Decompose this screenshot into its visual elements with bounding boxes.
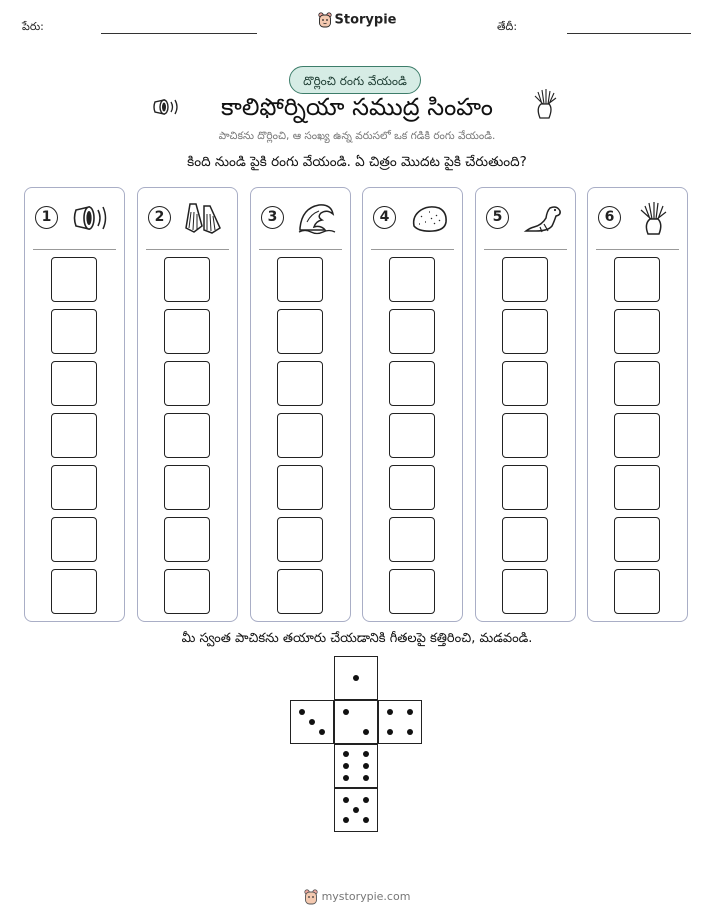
cut-instruction: మీ స్వంత పాచికను తయారు చేయడానికి గీతలపై కత్తిరించి, మడవండి. (181, 631, 533, 646)
die-pip (363, 775, 369, 781)
subtitle: పాచికను దొర్లించి, ఆ సంఖ్య ఉన్న వరుసలో ఒక గడికి రంగు వేయండి. (218, 130, 496, 142)
page-title: కాలిఫోర్నియా సముద్ర సింహం (221, 93, 493, 121)
die-face-6 (334, 744, 378, 788)
instruction: కింది నుండి పైకి రంగు వేయండి. ఏ చిత్రం మొదట పైకి చేరుతుంది? (187, 154, 527, 170)
die-pip (387, 709, 393, 715)
die-pip (353, 807, 359, 813)
die-pip (343, 763, 349, 769)
column-number: 6 (598, 206, 621, 229)
die-pip (363, 817, 369, 823)
die-pip (343, 797, 349, 803)
die-face-3 (290, 700, 334, 744)
die-pip (343, 709, 349, 715)
die-pip (343, 751, 349, 757)
die-pip (363, 797, 369, 803)
die-face-1 (334, 656, 378, 700)
die-pip (299, 709, 305, 715)
die-pip (343, 775, 349, 781)
die-pip (407, 709, 413, 715)
die-pip (363, 729, 369, 735)
brand-name: Storypie (334, 12, 397, 28)
column-number: 1 (35, 206, 58, 229)
die-face-2 (334, 700, 378, 744)
die-pip (363, 763, 369, 769)
footer-url[interactable]: mystorypie.com (321, 890, 411, 903)
die-pip (309, 719, 315, 725)
die-face-5 (334, 788, 378, 832)
die-pip (319, 729, 325, 735)
column-number: 2 (148, 206, 171, 229)
footer (0, 889, 714, 905)
column-number: 4 (373, 206, 396, 229)
date-label: తేదీ: (497, 20, 518, 33)
column-number: 3 (261, 206, 284, 229)
storypie-mascot-icon (304, 889, 318, 905)
die-pip (353, 675, 359, 681)
die-pip (407, 729, 413, 735)
die-face-4 (378, 700, 422, 744)
name-label: పేరు: (22, 20, 44, 33)
die-pip (387, 729, 393, 735)
activity-pill: దొర్లించి రంగు వేయండి (289, 66, 421, 94)
column-number: 5 (486, 206, 509, 229)
die-pip (363, 751, 369, 757)
die-pip (343, 817, 349, 823)
